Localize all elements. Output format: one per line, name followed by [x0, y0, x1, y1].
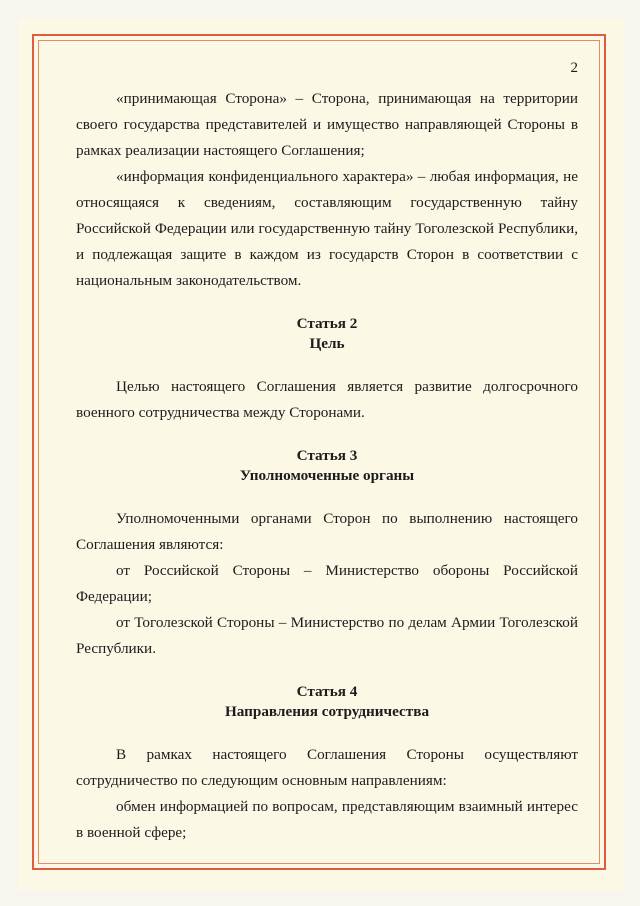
article-number: Статья 3 — [296, 447, 358, 464]
article-paragraph: Уполномоченными органами Сторон по выполнению настоящего Соглашения являются: — [76, 510, 578, 553]
definition-paragraph: «информация конфиденциального характера» – любая информация, не относящаяся к сведениям, составляющим государственную тайну Российской Федерации или государственную тайну Тоголезской Республики, и подлежащая защите в каждом из государств Сторон в соответствии с национальным законодательством. — [76, 168, 578, 289]
article-paragraph: обмен информацией по вопросам, представляющим взаимный интерес в военной сфере; — [76, 798, 578, 841]
article-paragraph: В рамках настоящего Соглашения Стороны осуществляют сотрудничество по следующим основным направлениям: — [76, 746, 578, 789]
article-paragraph: Целью настоящего Соглашения является развитие долгосрочного военного сотрудничества между Сторонами. — [76, 378, 578, 421]
article-number: Статья 2 — [296, 315, 358, 332]
document-body — [76, 58, 578, 846]
article-title: Цель — [309, 335, 345, 352]
article-paragraph: от Российской Стороны – Министерство обороны Российской Федерации; — [76, 562, 578, 605]
article-paragraph: от Тоголезской Стороны – Министерство по делам Армии Тоголезской Республики. — [76, 614, 578, 657]
definition-paragraph: «принимающая Сторона» – Сторона, принимающая на территории своего государства представителей и имущество направляющей Стороны в рамках реализации настоящего Соглашения; — [76, 90, 578, 159]
article-title: Направления сотрудничества — [224, 703, 430, 720]
article-number: Статья 4 — [296, 683, 358, 700]
article-title: Уполномоченные органы — [239, 467, 415, 484]
page-number: 2 — [570, 60, 578, 76]
